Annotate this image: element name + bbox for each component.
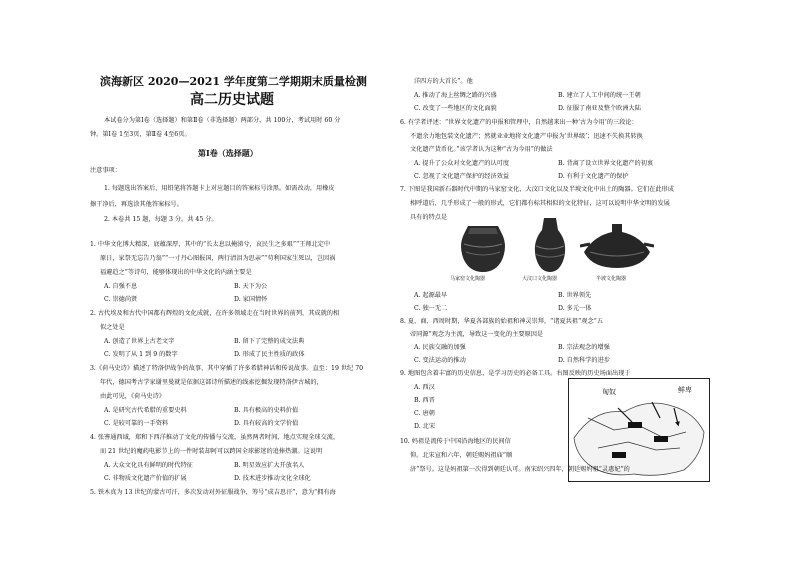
option-d: D. 自然科学的进步: [558, 357, 610, 364]
option-b: B. 建立了人工中间的统一王朝: [558, 92, 641, 99]
pot-caption: 半坡文化陶器: [596, 276, 627, 282]
question-9: 9. 地图包含着丰富的历史信息，是学习历史的必备工具。右图反映的历史场面出现于: [400, 370, 631, 377]
option-b: B. 具有极高的史料价值: [234, 407, 299, 414]
option-a: A. 民族交融的加强: [414, 344, 466, 351]
question-3: 年代，德国考古学家谢里曼就是依据这部诗所描述的线索挖掘发现特洛伊古城的，: [100, 379, 323, 386]
option-a: A. 提升了公众对文化遗产的认可度: [414, 160, 510, 167]
option-b: B. 宗法观念的增强: [558, 344, 610, 351]
option-a: A. 自强不息: [104, 283, 138, 290]
pot-caption: 马家窑文化陶器: [450, 276, 486, 282]
option-a: A. 西汉: [414, 384, 435, 391]
question-3: 由此可见，《荷马史诗》: [100, 393, 165, 400]
option-b: B. 背离了设立世界文化遗产的初衷: [558, 160, 654, 167]
question-1: 1. 中华文化博大精深，底蕴深厚，其中的“长太息以掩涕兮，哀民生之多艰”“王师北定中: [90, 241, 331, 248]
option-d: D. 家国情怀: [234, 296, 268, 303]
dawenkou-pot-image: [530, 216, 570, 274]
notes-label: 注意事项：: [90, 167, 121, 174]
option-c: C. 是较可靠的一手资料: [104, 420, 169, 427]
banpo-pot-image: [580, 222, 654, 270]
question-3: 3.《荷马史诗》描述了特洛伊战争的故事，其中穿插了许多希腊神话和传说故事。直至：19 世纪 70: [90, 365, 364, 372]
question-1: 原日，家祭无忘告乃翁”“一寸丹心图报国，两行清泪为思亲”“苟利国家生死以，岂因祸: [100, 255, 336, 262]
majiayao-pot-image: [458, 220, 508, 274]
question-6: 文化遗产货币化。”该学者认为这种“古为今用”的做法: [410, 146, 553, 153]
map-label: 匈奴: [602, 388, 616, 396]
pot-caption: 大汶口文化陶器: [522, 276, 558, 282]
question-2: 似之处是: [100, 324, 125, 331]
question-2: 2. 古代埃及和古代中国都有辉煌的文化成就，在许多领域走在当时世界的前列，其成就的相: [90, 310, 340, 317]
option-c: C. 独一无二: [414, 305, 448, 312]
option-b: B. 西晋: [414, 397, 435, 404]
option-b: B. 天下为公: [234, 283, 268, 290]
question-7: 7. 下图是我国新石器时代中期的马家窑文化、大汶口文化以及半坡文化中出土的陶器。它们在此形成: [400, 186, 674, 193]
option-d: D. 多元一体: [558, 305, 592, 312]
option-d: D. 征服了南亚及整个欧洲大陆: [558, 105, 641, 112]
question-6: 不遗余力地包装文化遗产；然就业业地将文化遗产申报为‘世界级’；迅速不失换其转换: [410, 133, 643, 140]
exam-subtitle: 高二历史试题: [190, 92, 274, 108]
option-b: B. 世界领先: [558, 292, 592, 299]
intro-line: 本试卷分为第Ⅰ卷（选择题）和第Ⅱ卷（非选择题）两部分，共 100分，考试用时 60 分: [104, 117, 341, 124]
option-c: C. 变法运动的推动: [414, 357, 466, 364]
option-d: D. 技术进步推动文化全球化: [234, 475, 311, 482]
option-d: D. 形成了民主性质的政体: [234, 351, 305, 358]
option-c: C. 发明了从 1 到 9 的数字: [104, 351, 178, 358]
question-5-continued: 洋四方的大首长”。他: [414, 78, 473, 85]
question-7: 具有的特点是: [410, 214, 448, 221]
note-line: 擦干净后，再选涂其他答案标号。: [90, 201, 183, 208]
option-b: B. 明星效应扩大开放名人: [234, 462, 305, 469]
option-a: A. 推动了海上丝绸之路的兴盛: [414, 92, 497, 99]
question-10: 济”祭号。这是妈祖第一次得到朝廷认可。南宋绍兴四年，朝廷赐妈祖“灵惠妃”的: [410, 466, 630, 473]
option-d: D. 北宋: [414, 423, 436, 430]
option-b: B. 留下了完整的成文法典: [234, 338, 305, 345]
question-8: 8. 夏、商、西周时期，华夏各部族的始祖和神灵崇拜，“诸夏共祖”观念“五: [400, 318, 603, 325]
option-a: A. 起源最早: [414, 292, 448, 299]
note-line: 1. 每题选出答案后，用铅笔将答题卡上对应题目的答案标号涂黑。如需改动，用橡皮: [104, 185, 335, 192]
option-d: D. 具有较高的文学价值: [234, 420, 299, 427]
option-a: A. 大众文化具有鲜明的时代特征: [104, 462, 193, 469]
question-4: 而 21 世纪的魔药电影节上的一件时装却阿可以跨国全球影迷的追捧热潮。这说明: [100, 448, 323, 455]
question-8: 帝同源”观念为主流，导致这一变化的主要原因是: [410, 331, 544, 338]
question-10: 10. 妈祖是流传于中国沿海地区的民间信: [400, 438, 511, 445]
option-d: D. 有利于文化遗产的保护: [558, 173, 629, 180]
intro-line: 钟。第Ⅰ卷 1至3页，第Ⅱ卷 4至6页。: [90, 131, 191, 138]
option-a: A. 创造了世界上古老文字: [104, 338, 175, 345]
option-c: C. 唐朝: [414, 410, 435, 417]
question-1: 福避趋之”等诗句，能够体现出的中华文化的内涵主要是: [100, 269, 252, 276]
option-c: C. 改变了一些地区的文化面貌: [414, 105, 497, 112]
option-c: C. 崇德尚贤: [104, 296, 138, 303]
question-7: 相呼道后，几乎形成了一般的形式，它们都有标其相似的文化特征，这可以说明中华文明的发展: [410, 200, 670, 207]
exam-title: 滨海新区 2020—2021 学年度第二学期期末质量检测: [100, 75, 367, 88]
option-c: C. 忽视了文化遗产保护的经济效益: [414, 173, 510, 180]
section-heading: 第Ⅰ卷（选择题）: [198, 148, 258, 158]
map-label: 鲜卑: [678, 386, 692, 394]
question-10: 仰。北宋宣和六年，朝廷赐妈祖庙“顺: [410, 452, 513, 459]
question-4: 4. 张謇通西域，郑和下西洋推动了文化的传播与交流，虽然两者时间、地点实现全球交流，: [90, 434, 340, 441]
option-a: A. 是研究古代希腊的重要史料: [104, 407, 187, 414]
question-6: 6. 有学者评述：“世界文化遗产的申报和管理中，自然越来出一种‘古为今用’的三段论：: [400, 119, 638, 126]
question-5: 5. 铁木真为 13 世纪的蒙古可汗，多次发动对外征服战争，筹号“成吉思汗”，意为“拥有海: [90, 489, 336, 496]
note-line: 2. 本卷共 15 题，每题 3 分，共 45 分。: [104, 216, 218, 223]
option-c: C. 非物质文化遗产价值的扩展: [104, 475, 187, 482]
